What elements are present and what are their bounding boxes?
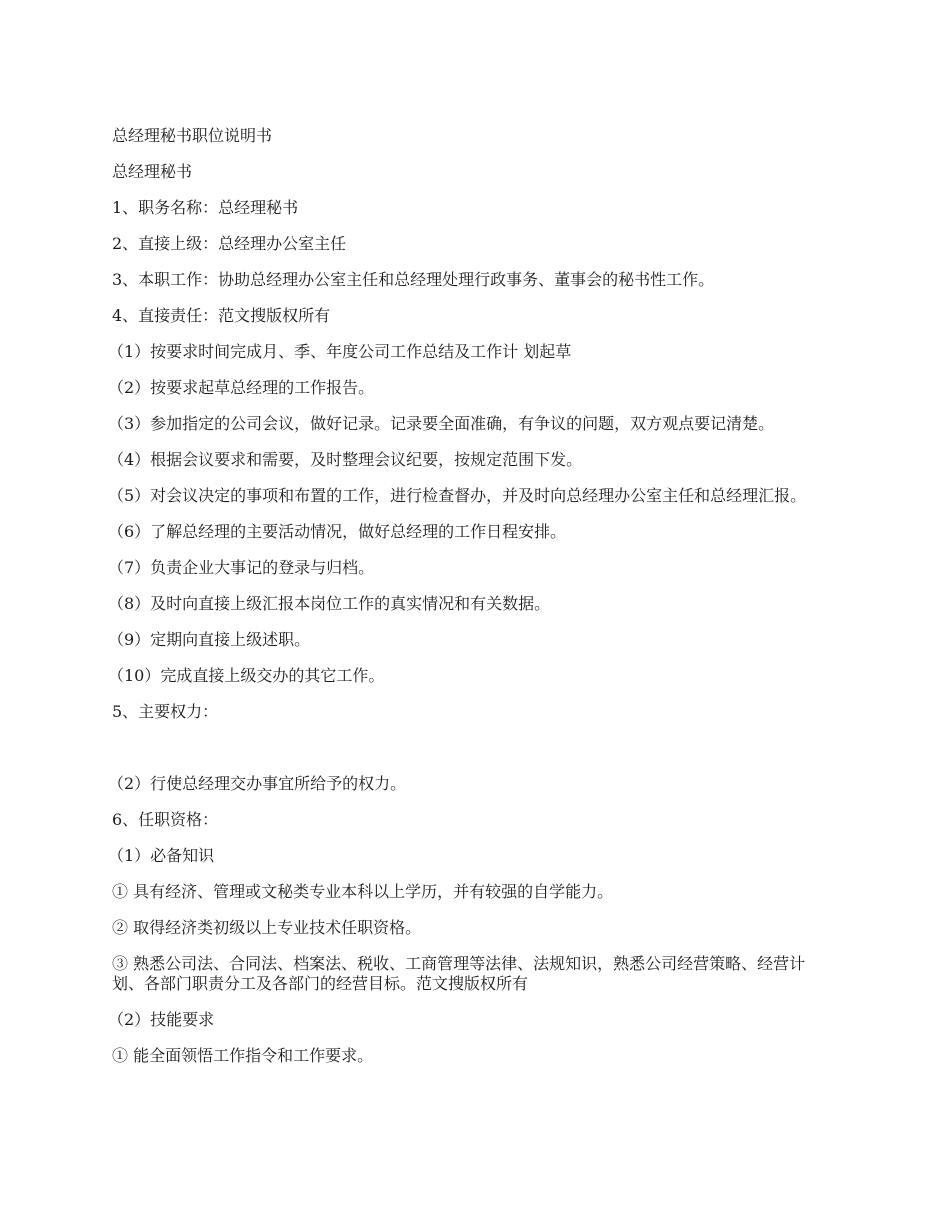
paragraph-item: （7）负责企业大事记的登录与归档。	[108, 558, 375, 577]
paragraph-powers: 5、主要权力：	[112, 702, 219, 721]
paragraph-list-item: ③ 熟悉公司法、合同法、档案法、税收、工商管理等法律、法规知识，熟悉公司经营策略、经营计划、各部门职责分工及各部门的经营目标。范文搜版权所有	[112, 954, 806, 993]
blank-space	[112, 738, 834, 774]
document-title: 总经理秘书职位说明书	[112, 126, 273, 145]
paragraph-list-item: ① 能全面领悟工作指令和工作要求。	[112, 1046, 374, 1065]
paragraph-item: （3）参加指定的公司会议，做好记录。记录要全面准确，有争议的问题，双方观点要记清楚。	[108, 414, 775, 433]
paragraph-duty: 3、本职工作：协助总经理办公室主任和总经理处理行政事务、董事会的秘书性工作。	[112, 270, 715, 289]
document-subtitle: 总经理秘书	[112, 162, 193, 181]
paragraph-item: （9）定期向直接上级述职。	[108, 630, 311, 649]
paragraph-item: （2）按要求起草总经理的工作报告。	[108, 378, 375, 397]
document-body	[108, 126, 834, 1082]
paragraph-responsibility: 4、直接责任：范文搜版权所有	[112, 306, 331, 325]
paragraph-supervisor: 2、直接上级：总经理办公室主任	[112, 234, 347, 253]
paragraph-list-item: ② 取得经济类初级以上专业技术任职资格。	[112, 918, 422, 937]
paragraph-item: （1）按要求时间完成月、季、年度公司工作总结及工作计 划起草	[108, 342, 572, 361]
paragraph-item: （2）技能要求	[108, 1010, 215, 1029]
paragraph-item: （6）了解总经理的主要活动情况，做好总经理的工作日程安排。	[108, 522, 567, 541]
paragraph-item: （2）行使总经理交办事宜所给予的权力。	[108, 774, 407, 793]
paragraph-item: （10）完成直接上级交办的其它工作。	[108, 666, 385, 685]
paragraph-item: （1）必备知识	[108, 846, 215, 865]
paragraph-item: （4）根据会议要求和需要，及时整理会议纪要，按规定范围下发。	[108, 450, 583, 469]
paragraph-item: （5）对会议决定的事项和布置的工作，进行检查督办，并及时向总经理办公室主任和总经理汇报。	[108, 486, 807, 505]
paragraph-item: （8）及时向直接上级汇报本岗位工作的真实情况和有关数据。	[108, 594, 551, 613]
paragraph-list-item: ① 具有经济、管理或文秘类专业本科以上学历，并有较强的自学能力。	[112, 882, 614, 901]
paragraph-qualifications: 6、任职资格：	[112, 810, 219, 829]
paragraph-job-title: 1、职务名称：总经理秘书	[112, 198, 299, 217]
